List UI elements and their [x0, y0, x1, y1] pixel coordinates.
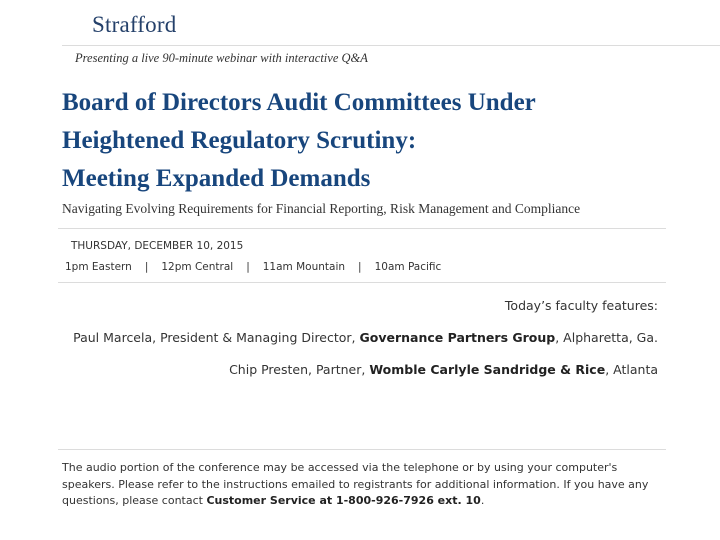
audio-end: . — [480, 494, 485, 507]
webinar-times — [65, 261, 441, 273]
speaker-name-role: Chip Presten, Partner, — [229, 362, 370, 377]
footer-divider — [58, 449, 666, 450]
time-mountain: 11am Mountain — [262, 261, 346, 273]
webinar-title — [62, 84, 702, 198]
subtitle-divider — [58, 228, 666, 229]
time-pacific: 10am Pacific — [374, 261, 442, 273]
time-central: 12pm Central — [161, 261, 234, 273]
customer-service-contact: Customer Service at 1-800-926-7926 ext. 10 — [206, 494, 481, 507]
webinar-tagline: Presenting a live 90-minute webinar with interactive Q&A — [75, 51, 368, 65]
title-line: Meeting Expanded Demands — [62, 165, 371, 192]
audio-instructions — [62, 460, 662, 510]
schedule-divider — [58, 282, 666, 283]
speaker-name-role: Paul Marcela, President & Managing Director, — [73, 330, 360, 345]
faculty-heading: Today’s faculty features: — [504, 298, 658, 313]
time-separator: | — [246, 261, 250, 273]
header-divider — [62, 45, 720, 46]
webinar-subtitle: Navigating Evolving Requirements for Financial Reporting, Risk Management and Compliance — [62, 201, 581, 216]
webinar-date: THURSDAY, DECEMBER 10, 2015 — [71, 240, 244, 252]
speaker-paul-marcela — [73, 330, 658, 345]
strafford-logo: Strafford — [92, 12, 177, 37]
speaker-location: , Atlanta — [605, 362, 658, 377]
speaker-organization: Womble Carlyle Sandridge & Rice — [369, 362, 606, 377]
title-line: Board of Directors Audit Committees Under — [62, 89, 536, 116]
speaker-chip-presten — [229, 362, 658, 377]
time-separator: | — [358, 261, 362, 273]
speaker-organization: Governance Partners Group — [359, 330, 556, 345]
audio-text: The audio portion of the conference may be accessed via the telephone or by using your computer's speakers. Please refer to the instructions emailed to registrants for additional information. If you have any questions, please contact — [62, 461, 649, 507]
time-separator: | — [144, 261, 149, 273]
title-line: Heightened Regulatory Scrutiny: — [62, 127, 417, 154]
time-eastern: 1pm Eastern — [65, 261, 132, 273]
speaker-location: , Alpharetta, Ga. — [555, 330, 658, 345]
